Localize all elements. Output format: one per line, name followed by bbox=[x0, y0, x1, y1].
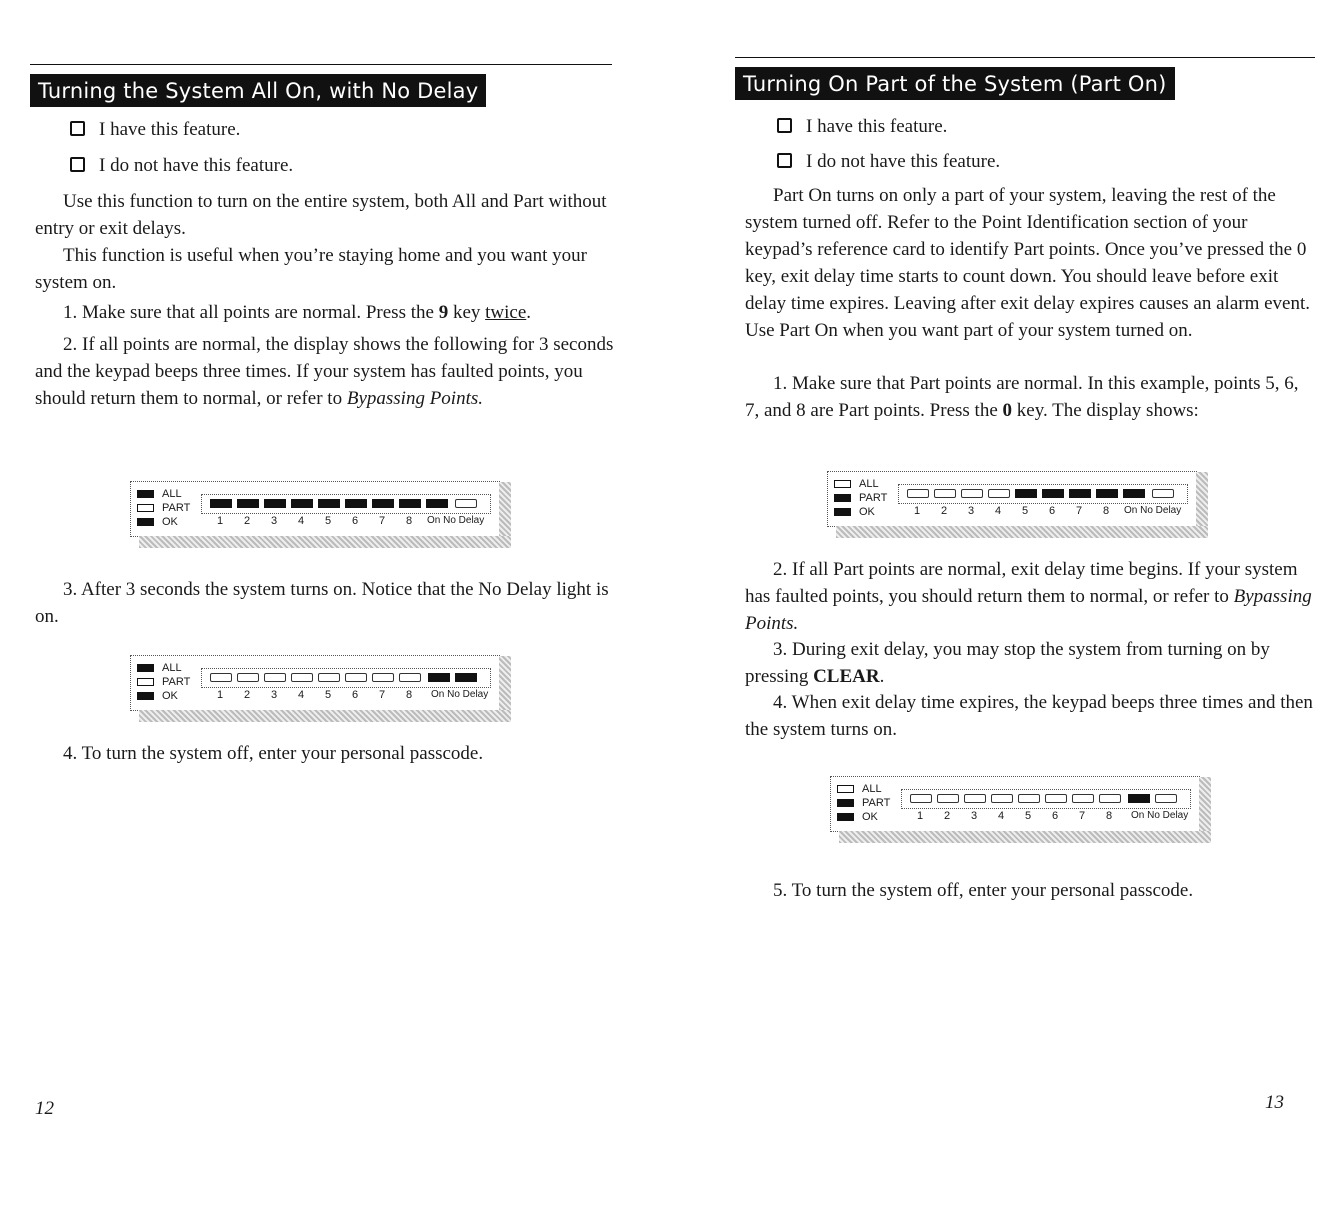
all-light bbox=[137, 490, 154, 498]
part-light bbox=[834, 494, 851, 502]
checkbox-icon[interactable] bbox=[777, 118, 792, 133]
step-2: 2. If all Part points are normal, exit delay time begins. If your system has faulted points, you should return them to normal, or refer to Bypassing Points. bbox=[745, 559, 1312, 634]
ok-light bbox=[837, 813, 854, 821]
header-rule bbox=[735, 57, 1315, 58]
zone-frame bbox=[201, 494, 491, 514]
all-light bbox=[834, 480, 851, 488]
intro-text: Use this function to turn on the entire system, both All and Part without entry or exit delays. This function is useful when you’re staying home and you want your system on. bbox=[35, 191, 607, 293]
checkbox-label: I do not have this feature. bbox=[806, 151, 1001, 172]
zone-frame bbox=[898, 484, 1188, 504]
keypad-display: ALL PART OK 1 2 3 4 5 6 7 8 On No Delay bbox=[827, 471, 1197, 527]
checkbox-have-feature[interactable] bbox=[70, 119, 240, 141]
checkbox-icon[interactable] bbox=[70, 121, 85, 136]
checkbox-not-have-feature[interactable] bbox=[777, 151, 1000, 173]
step-2: 2. If all points are normal, the display shows the following for 3 seconds and the keypad beeps three times. If your system has faulted points, you should return them to normal, or refer to Bypassing Points. bbox=[35, 334, 614, 409]
checkbox-icon[interactable] bbox=[777, 153, 792, 168]
step-3: 3. During exit delay, you may stop the system from turning on by pressing CLEAR. bbox=[745, 639, 1270, 687]
zone-frame bbox=[201, 668, 491, 688]
status-lights: ALL PART OK bbox=[837, 782, 890, 824]
checkbox-label: I have this feature. bbox=[806, 116, 948, 137]
zone-frame bbox=[901, 789, 1191, 809]
step-4: 4. To turn the system off, enter your personal passcode. bbox=[63, 743, 484, 764]
page-number: 12 bbox=[35, 1098, 54, 1119]
checkbox-label: I do not have this feature. bbox=[99, 155, 294, 176]
page-number: 13 bbox=[1265, 1092, 1284, 1113]
status-lights: ALL PART OK bbox=[137, 661, 190, 703]
checkbox-label: I have this feature. bbox=[99, 119, 241, 140]
step-3: 3. After 3 seconds the system turns on. Notice that the No Delay light is on. bbox=[35, 579, 609, 627]
part-light bbox=[837, 799, 854, 807]
ok-light bbox=[834, 508, 851, 516]
all-light bbox=[837, 785, 854, 793]
section-header: Turning On Part of the System (Part On) bbox=[735, 67, 1175, 100]
bypassing-points-ref: Bypassing Points. bbox=[346, 388, 484, 409]
part-light bbox=[137, 678, 154, 686]
keypad-display: ALL PART OK 1 2 3 4 5 6 7 8 On No Delay bbox=[830, 776, 1200, 832]
ok-light bbox=[137, 692, 154, 700]
checkbox-icon[interactable] bbox=[70, 157, 85, 172]
intro-text: Part On turns on only a part of your system, leaving the rest of the system turned off. Refer to the Point Identification section of your keypad’s reference card to identify Part points. Once you’ve pressed the 0 key, exit delay time starts to count down. You should leave before exit delay time expires. Leaving after exit delay expires causes an alarm event. Use Part On when you want part of your system turned on. bbox=[745, 185, 1310, 341]
status-lights: ALL PART OK bbox=[137, 487, 190, 529]
page-right bbox=[665, 0, 1330, 1220]
checkbox-not-have-feature[interactable] bbox=[70, 155, 293, 177]
bypassing-points-ref: Bypassing Points. bbox=[745, 586, 1312, 634]
keypad-display: ALL PART OK 1 2 3 4 5 6 7 8 On No Delay bbox=[130, 481, 500, 537]
part-light bbox=[137, 504, 154, 512]
status-lights: ALL PART OK bbox=[834, 477, 887, 519]
step-1: 1. Make sure that all points are normal. Press the 9 key twice. bbox=[63, 302, 532, 323]
emphasis-twice: twice bbox=[485, 302, 527, 323]
keypad-display: ALL PART OK 1 2 3 4 5 6 7 8 On No Delay bbox=[130, 655, 500, 711]
all-light bbox=[137, 664, 154, 672]
checkbox-have-feature[interactable] bbox=[777, 116, 947, 138]
section-header: Turning the System All On, with No Delay bbox=[30, 74, 486, 107]
ok-light bbox=[137, 518, 154, 526]
step-1: 1. Make sure that Part points are normal. In this example, points 5, 6, 7, and 8 are Part points. Press the 0 key. The display shows: bbox=[745, 373, 1299, 421]
header-rule bbox=[30, 64, 612, 65]
step-5: 5. To turn the system off, enter your personal passcode. bbox=[773, 880, 1194, 901]
step-4: 4. When exit delay time expires, the keypad beeps three times and then the system turns on. bbox=[745, 692, 1313, 740]
